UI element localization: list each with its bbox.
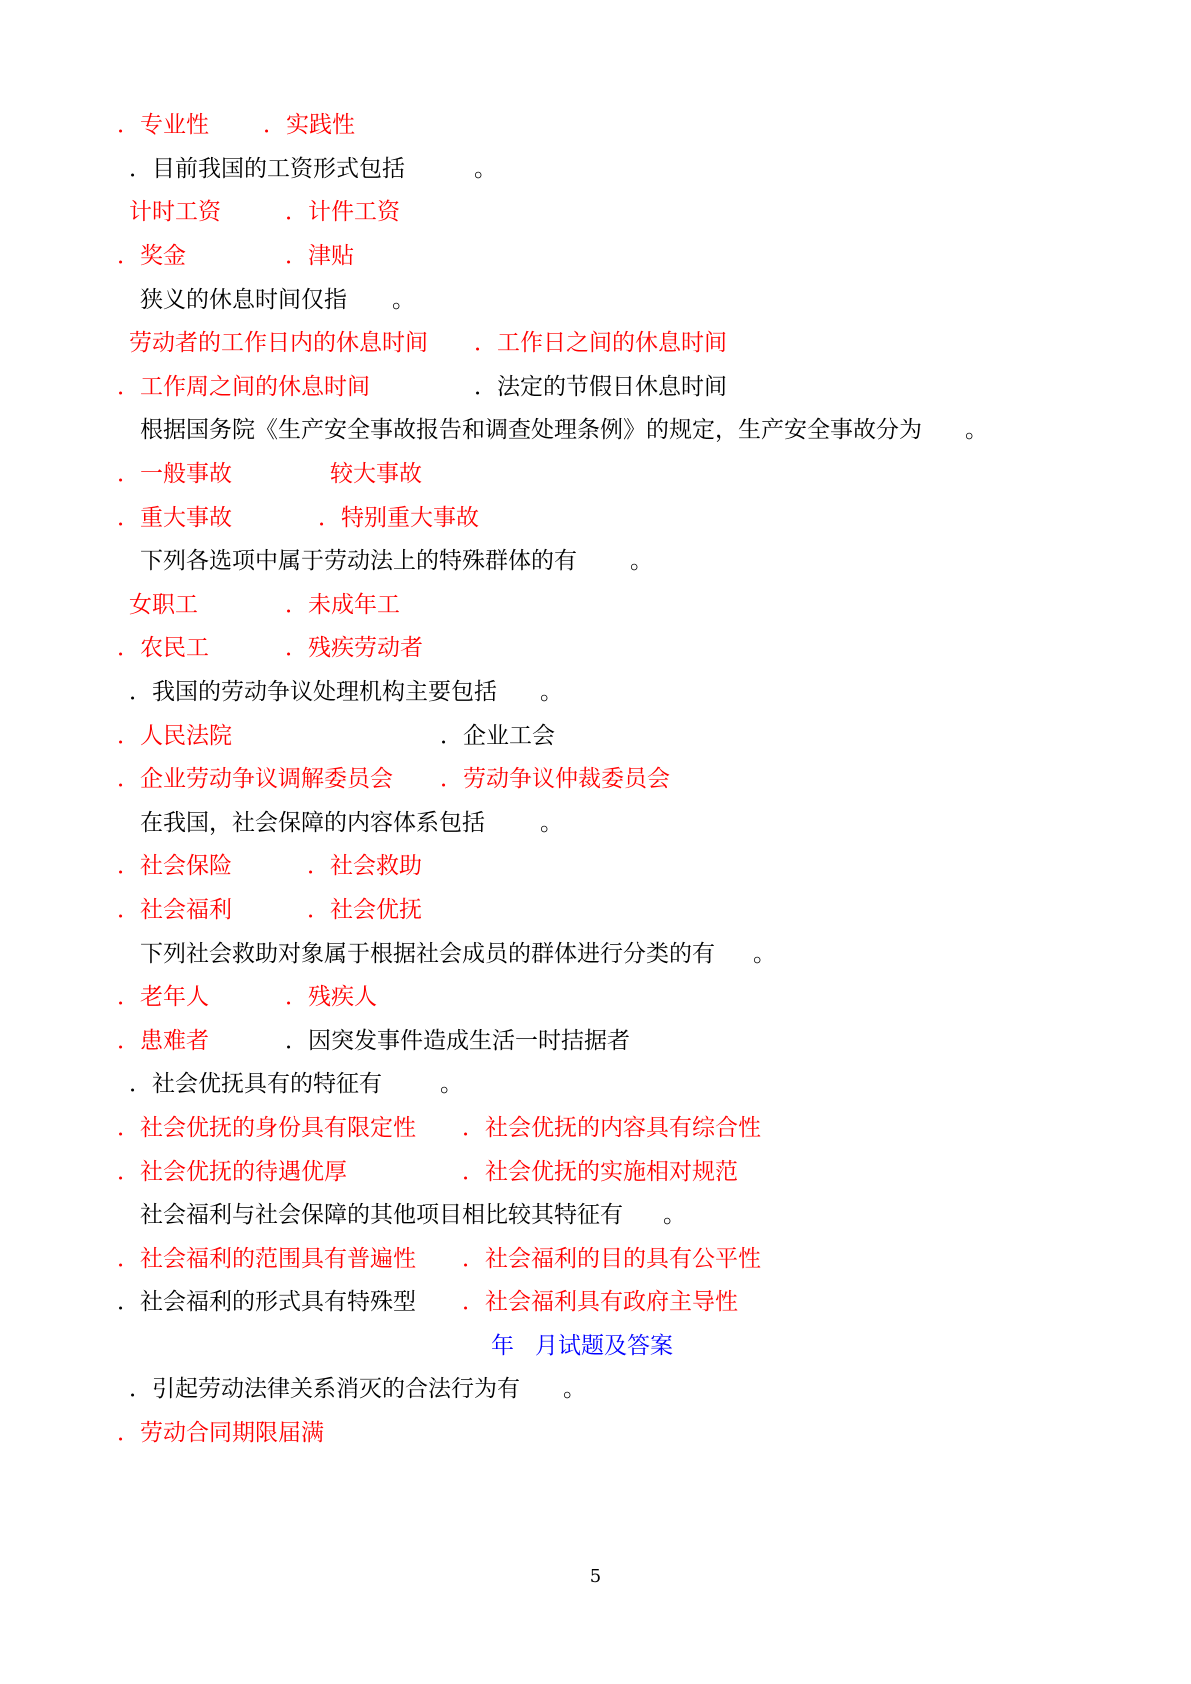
answer-line	[0, 1239, 1191, 1279]
option: ．专业性	[117, 112, 209, 138]
option: ．一般事故	[117, 461, 232, 487]
question-line	[0, 410, 1191, 450]
option: ．未成年工	[285, 592, 400, 618]
answer-line	[0, 1021, 1191, 1061]
option: ．因突发事件造成生活一时拮据者	[285, 1028, 630, 1054]
question-line	[0, 1369, 1191, 1409]
option: ．社会保险	[117, 853, 232, 879]
question-end: 。	[540, 679, 563, 705]
answer-line	[0, 716, 1191, 756]
option: 劳动者的工作日内的休息时间	[129, 330, 428, 356]
answer-line	[0, 236, 1191, 276]
option: ．劳动合同期限届满	[117, 1420, 324, 1446]
answer-line	[0, 1282, 1191, 1322]
option: ．社会福利的目的具有公平性	[462, 1246, 761, 1272]
question-end: 。	[563, 1376, 586, 1402]
question-end: 。	[965, 417, 988, 443]
question-text: ．我国的劳动争议处理机构主要包括	[129, 679, 497, 705]
option: 女职工	[129, 592, 198, 618]
option: ．残疾劳动者	[285, 635, 423, 661]
option: ．重大事故	[117, 505, 232, 531]
question-end: 。	[540, 810, 563, 836]
answer-line	[0, 1108, 1191, 1148]
option: ．特别重大事故	[318, 505, 479, 531]
question-end: 。	[630, 548, 653, 574]
question-text: ．目前我国的工资形式包括	[129, 156, 405, 182]
answer-line	[0, 585, 1191, 625]
answer-line	[0, 977, 1191, 1017]
question-text: 社会福利与社会保障的其他项目相比较其特征有	[140, 1202, 623, 1228]
option: ．企业工会	[440, 723, 555, 749]
option: ．社会优抚	[307, 897, 422, 923]
option: ．津贴	[285, 243, 354, 269]
option: ．计件工资	[285, 199, 400, 225]
question-line	[0, 1064, 1191, 1104]
question-line	[0, 280, 1191, 320]
option: ．工作周之间的休息时间	[117, 374, 370, 400]
option: ．老年人	[117, 984, 209, 1010]
answer-line	[0, 628, 1191, 668]
question-end: 。	[753, 941, 776, 967]
option: ．社会福利的形式具有特殊型	[117, 1289, 416, 1315]
option: ．法定的节假日休息时间	[474, 374, 727, 400]
option: ．工作日之间的休息时间	[474, 330, 727, 356]
question-end: 。	[392, 287, 415, 313]
question-text: 根据国务院《生产安全事故报告和调查处理条例》的规定，生产安全事故分为	[140, 417, 922, 443]
question-line	[0, 541, 1191, 581]
option: ．社会福利的范围具有普遍性	[117, 1246, 416, 1272]
answer-line	[0, 1413, 1191, 1453]
option: ．社会优抚的身份具有限定性	[117, 1115, 416, 1141]
question-line	[0, 672, 1191, 712]
option: ．农民工	[117, 635, 209, 661]
answer-line	[0, 1152, 1191, 1192]
answer-line	[0, 890, 1191, 930]
answer-line	[0, 498, 1191, 538]
question-text: ．社会优抚具有的特征有	[129, 1071, 382, 1097]
question-line	[0, 803, 1191, 843]
option: 较大事故	[330, 461, 422, 487]
answer-line	[0, 367, 1191, 407]
answer-line	[0, 323, 1191, 363]
answer-line	[0, 759, 1191, 799]
question-text: 狭义的休息时间仅指	[140, 287, 347, 313]
section-heading	[0, 1326, 1191, 1366]
option: ．人民法院	[117, 723, 232, 749]
answer-line	[0, 846, 1191, 886]
question-line	[0, 149, 1191, 189]
option: ．残疾人	[285, 984, 377, 1010]
option: ．劳动争议仲裁委员会	[440, 766, 670, 792]
option: 计时工资	[129, 199, 221, 225]
option: ．社会福利	[117, 897, 232, 923]
option: ．社会福利具有政府主导性	[462, 1289, 738, 1315]
option: ．社会救助	[307, 853, 422, 879]
question-end: 。	[663, 1202, 686, 1228]
heading-year: 年	[491, 1333, 514, 1359]
answer-line	[0, 454, 1191, 494]
question-text: ．引起劳动法律关系消灭的合法行为有	[129, 1376, 520, 1402]
option: ．企业劳动争议调解委员会	[117, 766, 393, 792]
option: ．社会优抚的内容具有综合性	[462, 1115, 761, 1141]
answer-line	[0, 192, 1191, 232]
question-end: 。	[440, 1071, 463, 1097]
question-text: 下列社会救助对象属于根据社会成员的群体进行分类的有	[140, 941, 715, 967]
question-line	[0, 934, 1191, 974]
option: ．奖金	[117, 243, 186, 269]
heading-title: 月试题及答案	[535, 1333, 673, 1359]
question-end: 。	[474, 156, 497, 182]
question-line	[0, 1195, 1191, 1235]
question-text: 在我国，社会保障的内容体系包括	[140, 810, 485, 836]
answer-line	[0, 105, 1191, 145]
option: ．患难者	[117, 1028, 209, 1054]
option: ．社会优抚的待遇优厚	[117, 1159, 347, 1185]
question-text: 下列各选项中属于劳动法上的特殊群体的有	[140, 548, 577, 574]
option: ．社会优抚的实施相对规范	[462, 1159, 738, 1185]
option: ．实践性	[263, 112, 355, 138]
page-number: 5	[589, 1566, 602, 1587]
